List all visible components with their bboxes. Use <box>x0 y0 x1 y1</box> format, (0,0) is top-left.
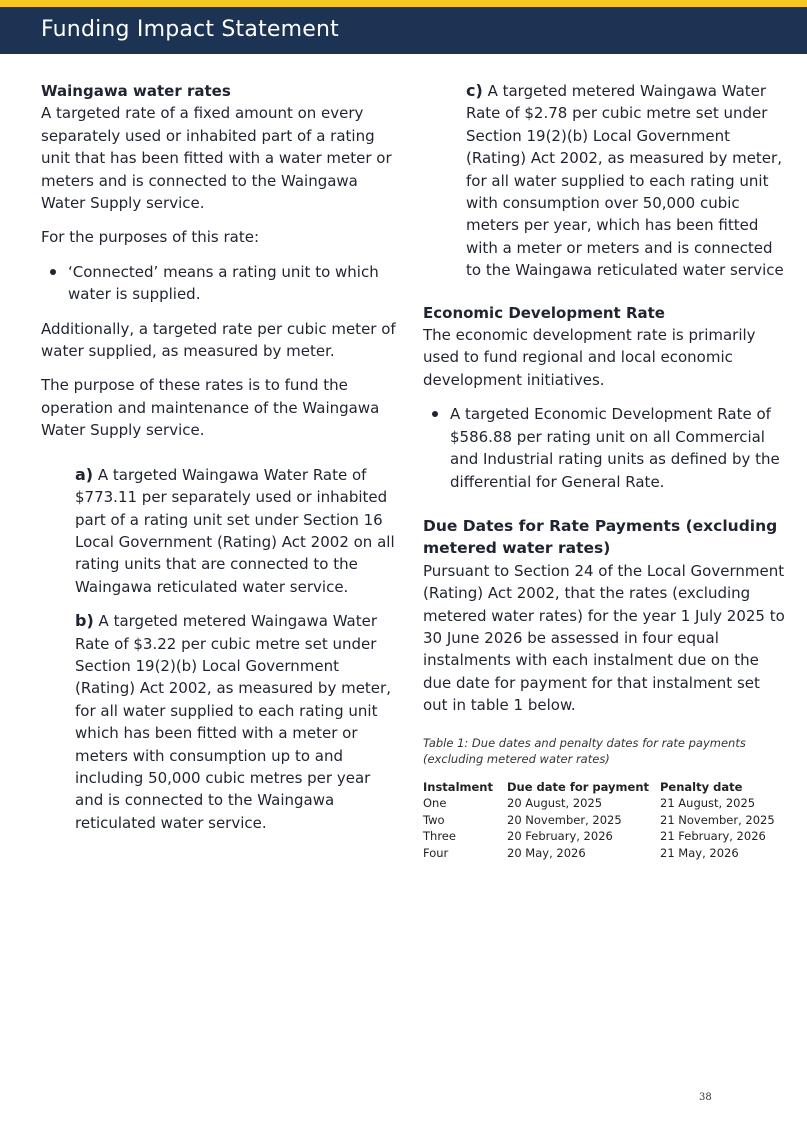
table-cell: 21 May, 2026 <box>660 845 739 860</box>
left-column <box>41 80 396 846</box>
table-cell: 21 February, 2026 <box>660 829 766 844</box>
right-column <box>423 80 788 861</box>
table-cell: Four <box>423 845 449 860</box>
table-cell: 20 February, 2026 <box>507 829 613 844</box>
economic-list <box>423 403 788 493</box>
rate-items-ab <box>75 464 396 835</box>
table-row <box>423 795 788 812</box>
table-cell: 20 August, 2025 <box>507 796 603 811</box>
table-cell: 20 May, 2026 <box>507 845 586 860</box>
page-title: Funding Impact Statement <box>41 17 339 42</box>
header-accent-bar <box>0 0 807 7</box>
waingawa-heading: Waingawa water rates <box>41 82 231 100</box>
table-header-row <box>423 779 788 796</box>
rate-item-c-wrap <box>466 80 788 282</box>
economic-development-rate: A targeted Economic Development Rate of $586.88 per rating unit on all Commercial and Industrial rating units as defined by the differential for General Rate. <box>450 405 780 491</box>
bullet-icon <box>50 269 56 275</box>
bullet-icon <box>432 411 438 417</box>
table-row <box>423 845 788 862</box>
rate-item-c: c) A targeted metered Waingawa Water Rate of $2.78 per cubic metre set under Section 19(2)(b) Local Government (Rating) Act 2002, as measured by meter, for all water supplied to each rating unit with consumption over 50,000 cubic meters per year, which has been fitted with a meter or meters and is connected to the Waingawa reticulated water service <box>466 81 784 280</box>
connected-definition: ‘Connected’ means a rating unit to which water is supplied. <box>68 262 379 304</box>
table-cell: One <box>423 796 447 811</box>
economic-development-text: The economic development rate is primarily used to fund regional and local economic development initiatives. <box>423 326 756 389</box>
due-dates-table <box>423 779 788 862</box>
table-cell: 21 November, 2025 <box>660 812 775 827</box>
connected-list <box>41 261 396 306</box>
purpose-text: The purpose of these rates is to fund the operation and maintenance of the Waingawa Water Supply service. <box>41 376 380 440</box>
table-header-cell: Instalment <box>423 779 493 794</box>
due-dates-heading: Due Dates for Rate Payments (excluding metered water rates) <box>423 516 778 558</box>
page-number: 38 <box>699 1092 712 1103</box>
economic-development-heading: Economic Development Rate <box>423 303 665 322</box>
purposes-intro: For the purposes of this rate: <box>41 228 259 247</box>
table-cell: 21 August, 2025 <box>660 796 756 811</box>
table-header-cell: Due date for payment <box>507 779 650 794</box>
page-header <box>0 7 807 54</box>
list-item <box>423 403 788 493</box>
table-row <box>423 812 788 829</box>
waingawa-intro: A targeted rate of a fixed amount on every separately used or inhabited part of a rating unit that has been fitted with a water meter or meters and is connected to the Waingawa Water Supply service. <box>41 104 392 213</box>
additional-rate-text: Additionally, a targeted rate per cubic meter of water supplied, as measured by meter. <box>41 319 396 361</box>
rate-item-b: b) A targeted metered Waingawa Water Rate of $3.22 per cubic metre set under Section 19(2)(b) Local Government (Rating) Act 2002, as measured by meter, for all water supplied to each rating unit which has been fitted with a meter or meters with consumption up to and including 50,000 cubic metres per year and is connected to the Waingawa reticulated water service. <box>75 611 391 832</box>
table-header-cell: Penalty date <box>660 779 743 794</box>
rate-item-a: a) A targeted Waingawa Water Rate of $773.11 per separately used or inhabited part of a rating unit set under Section 16 Local Government (Rating) Act 2002 on all rating units that are connected to the Waingawa reticulated water service. <box>75 464 395 596</box>
table-cell: Two <box>423 812 445 827</box>
due-dates-text: Pursuant to Section 24 of the Local Government (Rating) Act 2002, that the rates (excluding metered water rates) for the year 1 July 2025 to 30 June 2026 be assessed in four equal instalments with each instalment due on the due date for payment for that instalment set out in table 1 below. <box>423 561 785 715</box>
table-caption: Table 1: Due dates and penalty dates for rate payments (excluding metered water rates) <box>423 735 746 766</box>
table-cell: Three <box>423 829 456 844</box>
list-item <box>41 261 396 306</box>
table-cell: 20 November, 2025 <box>507 812 622 827</box>
table-row <box>423 828 788 845</box>
